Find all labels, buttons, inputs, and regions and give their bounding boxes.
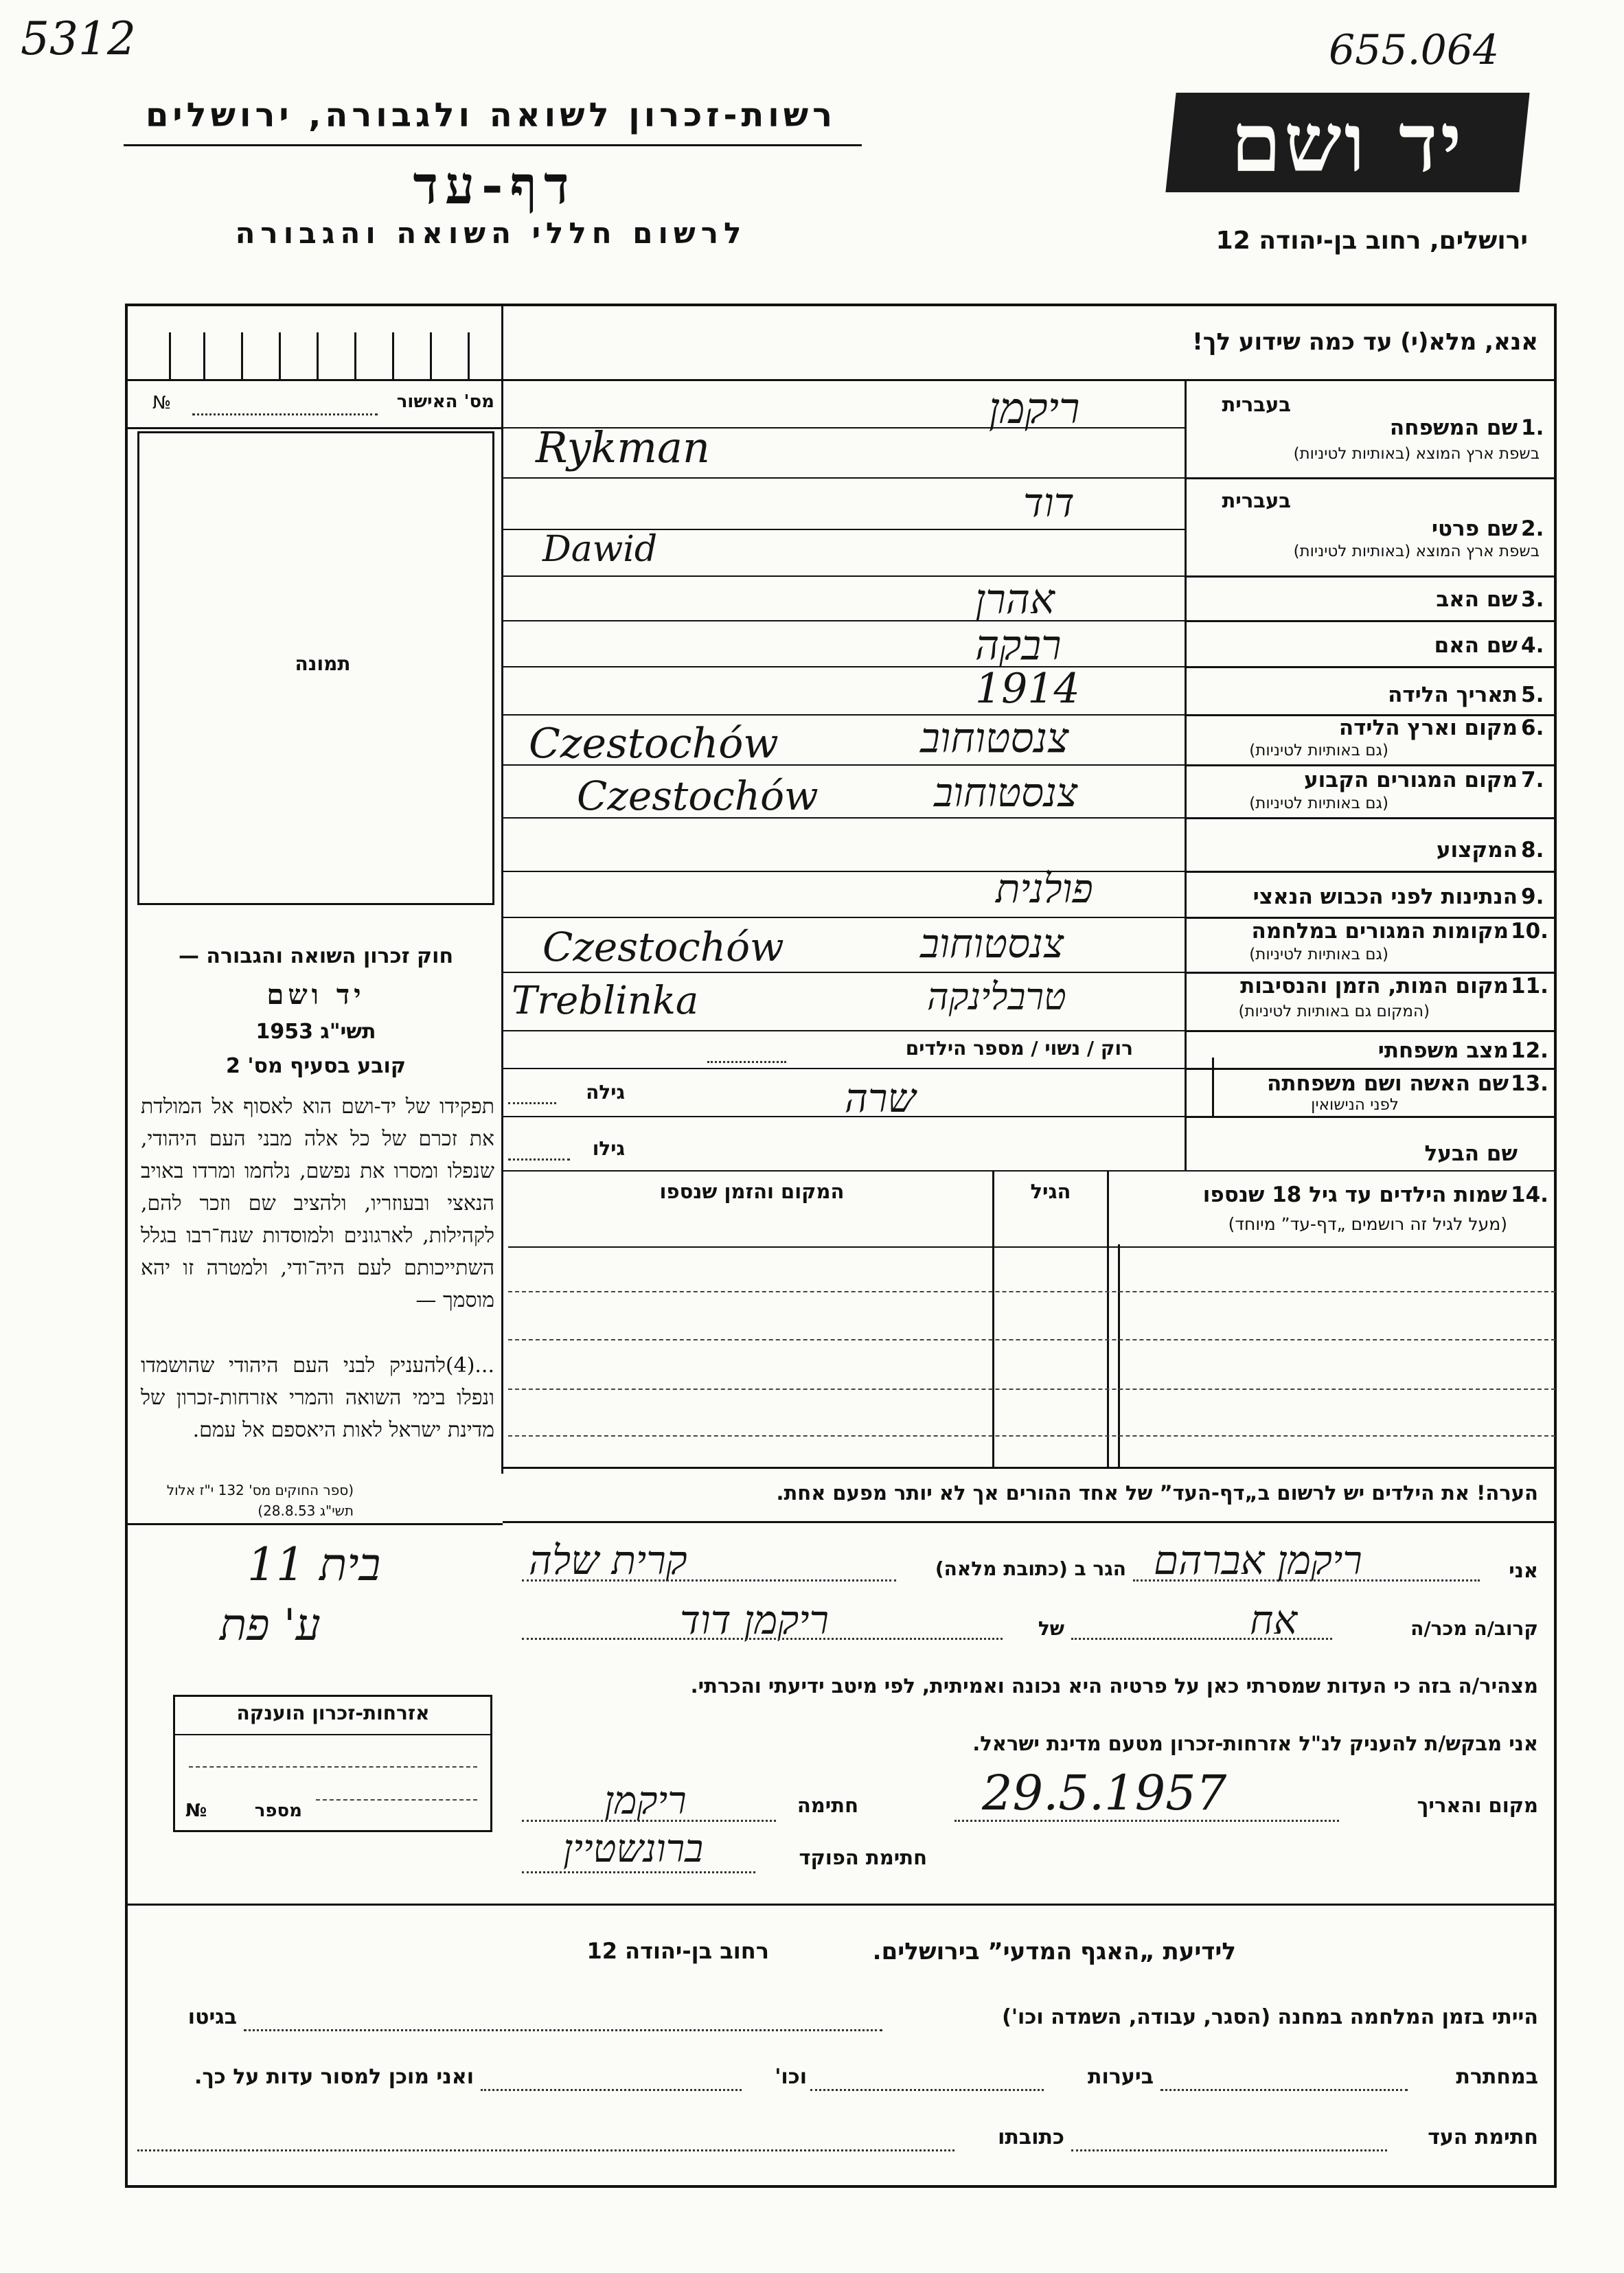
decl-address-field[interactable] (522, 1579, 896, 1581)
decl-signature-field[interactable] (522, 1820, 776, 1822)
field-number-7: 7. (1521, 768, 1544, 792)
approval-label: מס' האישור (396, 391, 494, 412)
law-year: תשי"ג 1953 (255, 1020, 376, 1044)
decl-signature-label: חתימה (797, 1794, 858, 1817)
inner-value-divider (1212, 1058, 1214, 1116)
corner-mark: 5312 (21, 12, 136, 65)
field-number-1: 1. (1521, 415, 1544, 440)
field-sub-death-place: (המקום גם באותיות לטיניות) (1238, 1003, 1430, 1020)
field-label-birth-date: תאריך הלידה (1388, 683, 1518, 707)
value-line-2b (503, 575, 1185, 577)
instruction: אנא, מלא(י) עד כמה שידוע לך! (1192, 328, 1538, 356)
footer-divider (128, 1904, 1555, 1906)
field-label-wife-name: שם האשה ושם משפחתה (1267, 1071, 1509, 1096)
children-row-1 (508, 1246, 1555, 1248)
approval-row-line (128, 427, 503, 429)
row-line-6 (1185, 764, 1555, 766)
law-text: תפקידו של יד-ושם הוא לאסוף אל המולדת את זכרם של כל אלה מבני העם היהודי, שנפלו ומסרו את נפשם, נלחמו ומרדו באויב הנאצי ובעוזריו, ולהציב שם וזכר להם, לקהילות, לארגונים ולמוסדות שנח־רבו בגלל השתייכותם לעם היה־ודי, ולמטרה זו יהא מוסמך — (141, 1095, 494, 1312)
field-label-birth-place: מקום וארץ הלידה (1338, 716, 1518, 740)
decl-ani: אני (1509, 1559, 1538, 1582)
field-number-4: 4. (1521, 633, 1544, 658)
footer-witness-address-field[interactable] (137, 2149, 954, 2151)
form-subtitle: לרשום חללי השואה והגבורה (235, 216, 747, 250)
record-number: 655.064 (1329, 26, 1500, 74)
footer-line2-b: ביערות (1088, 2065, 1154, 2089)
label-column-divider (1185, 379, 1187, 1170)
value-father-name: אהרן (975, 575, 1055, 624)
children-label: שמות הילדים עד גיל 18 שנספו (1202, 1183, 1507, 1207)
decl-of-name-field[interactable] (522, 1638, 1003, 1640)
decl-address: קרית שלה (529, 1537, 687, 1584)
field-sub-first-name: בשפת ארץ המוצא (באותיות לטיניות) (1293, 542, 1540, 560)
law-bottom-line (128, 1523, 503, 1525)
field-label-nationality: הנתינות לפני הכבוש הנאצי (1253, 884, 1518, 909)
value-death-place-latin: Treblinka (512, 979, 699, 1023)
field-label-father-name: שם האב (1436, 587, 1518, 612)
approval-number-field[interactable] (192, 413, 378, 415)
children-age-divider-right (1107, 1172, 1109, 1467)
field-label-husband-name: שם הבעל (1424, 1141, 1518, 1166)
field-lang-1: בעברית (1222, 393, 1291, 416)
field-label-residence: מקום המגורים הקבוע (1304, 768, 1518, 792)
children-inner-divider (1118, 1244, 1120, 1467)
wife-age-label: גילה (586, 1081, 625, 1104)
children-number: 14. (1511, 1183, 1548, 1207)
field-sub-residence: (גם באותיות לטיניות) (1249, 795, 1388, 812)
value-birth-place-latin: Czestochów (529, 720, 779, 768)
logo-text: יד ושם (1231, 95, 1465, 190)
approval-no-symbol: № (152, 393, 172, 413)
left-column-divider (501, 306, 503, 1474)
field-label-first-name: שם פרטי (1431, 516, 1518, 541)
footer-line2-d: ואני מוכן למסור עדות על כך. (194, 2065, 474, 2089)
value-wartime-residence-he: צנסטוחוב (920, 920, 1064, 967)
barcode-boxes (128, 325, 501, 379)
field-number-8: 8. (1521, 838, 1544, 863)
value-first-name-latin: Dawid (542, 529, 658, 570)
husband-age-field[interactable] (508, 1158, 570, 1161)
margin-note-2: ע' פת (220, 1600, 321, 1651)
row-line-7 (1185, 817, 1555, 819)
value-line-husband (503, 1170, 1555, 1172)
footer-line3-a: חתימת העד (1428, 2125, 1538, 2149)
form-title: דף-עד (413, 155, 576, 216)
row-line-12 (1185, 1068, 1555, 1070)
value-residence-latin: Czestochów (577, 773, 819, 819)
value-birth-date: 1914 (975, 665, 1080, 713)
field-label-death-place: מקום המות, הזמן והנסיבות (1240, 974, 1509, 998)
value-line-3 (503, 620, 1185, 621)
footer-line2-c: וכו' (775, 2065, 807, 2089)
field-label-profession: המקצוע (1436, 838, 1518, 863)
note: הערה! את הילדים יש לרשום ב„דף-העד” של אחד ההורים אך לא יותר מפעם אחת. (776, 1481, 1538, 1505)
value-nationality: פולנית (996, 865, 1093, 912)
footer-line1-a: הייתי בזמן המלחמה במחנה (הסגר, עבודה, השמדה וכו') (1002, 2005, 1538, 2029)
marital-options: רוק / נשוי / מספר הילדים (905, 1037, 1133, 1060)
wife-age-field[interactable] (508, 1102, 556, 1104)
value-line-10 (503, 972, 1185, 973)
field-label-wartime-residence: מקומות המגורים במלחמה (1251, 919, 1509, 944)
value-line-13 (503, 1116, 1185, 1117)
row-line-3 (1185, 620, 1555, 622)
footer-line3-b: כתובתו (998, 2125, 1064, 2149)
decl-of: של (1038, 1617, 1064, 1640)
field-label-family-name: שם המשפחה (1389, 415, 1518, 440)
value-mother-name: רבקה (975, 621, 1062, 670)
children-row-5 (508, 1435, 1555, 1437)
margin-note-1: בית 11 (247, 1538, 381, 1591)
decl-statement: מצהיר/ה בזה כי העדות שמסרתי כאן על פרטיה היא נכונה ואמיתית, לפי מיטב ידיעתי והכרתי. (690, 1674, 1538, 1698)
citizenship-title: אזרחות-זכרון הוענקה (236, 1702, 430, 1724)
field-label-mother-name: שם האם (1434, 633, 1518, 658)
row-line-1 (1185, 477, 1555, 479)
row-line-13 (1185, 1116, 1555, 1118)
value-family-name-he: ריקמן (989, 383, 1080, 433)
citizenship-number-label: מספר (254, 1801, 302, 1821)
field-sub-wife-name: לפני הנישואין (1311, 1096, 1399, 1114)
children-sub: (מעל לגיל זה רושמים „דף-עד” מיוחד) (1228, 1214, 1507, 1234)
value-birth-place-he: צנסטוחוב (920, 714, 1069, 762)
law-title: חוק זכרון השואה והגבורה — (178, 944, 454, 968)
decl-request: אני מבקש/ת להעניק לנ"ל אזרחות-זכרון מטעם מדינת ישראל. (972, 1732, 1538, 1755)
value-family-name-latin: Rykman (536, 422, 710, 472)
field-number-9: 9. (1521, 884, 1544, 909)
husband-age-label: גילו (592, 1137, 625, 1160)
row-line-8 (1185, 871, 1555, 873)
field-label-marital-status: מצב משפחתי (1377, 1038, 1509, 1063)
row-line-2 (1185, 575, 1555, 578)
footer-etc-field[interactable] (481, 2089, 742, 2091)
authority-name: רשות-זכרון לשואה ולגבורה, ירושלים (145, 96, 837, 135)
children-col-place: המקום והזמן שנספו (659, 1180, 845, 1203)
value-residence-he: צנסטוחוב (934, 769, 1078, 816)
decl-officer-field[interactable] (522, 1871, 755, 1873)
field-sub-birth-place: (גם באותיות לטיניות) (1249, 742, 1388, 759)
law-clause: קובע בסעיף מס' 2 (226, 1054, 406, 1078)
decl-place-date-label: מקום והאריך (1417, 1794, 1538, 1817)
decl-residing: הגר ב (כתובת מלאה) (935, 1557, 1126, 1580)
field-number-3: 3. (1521, 587, 1544, 612)
footer-camp-field[interactable] (244, 2029, 882, 2031)
footer-forests-field[interactable] (810, 2089, 1044, 2091)
footer-witness-signature-field[interactable] (1071, 2149, 1387, 2151)
value-line-9 (503, 917, 1185, 918)
footer-title: לידיעת „האגף המדעי” בירושלים. (872, 1938, 1236, 1965)
field-number-11: 11. (1511, 974, 1548, 998)
footer-underground-field[interactable] (1160, 2089, 1408, 2091)
value-line-1b (503, 477, 1185, 479)
footer-line1-b: בגיטו (187, 2005, 237, 2029)
value-line-4 (503, 666, 1185, 667)
citizenship-title-line (175, 1734, 491, 1735)
citizenship-line-1 (189, 1766, 477, 1768)
decl-signature: ריקמן (604, 1779, 687, 1823)
children-col-age: הגיל (1030, 1180, 1071, 1203)
field-number-2: 2. (1521, 516, 1544, 541)
field-number-10: 10. (1511, 919, 1548, 944)
value-line-5 (503, 714, 1185, 716)
value-wife-name: שרה (845, 1075, 916, 1121)
field-number-13: 13. (1511, 1071, 1548, 1096)
decl-officer-label: חתימת הפוקד (799, 1846, 927, 1869)
instruction-row-line (128, 379, 1555, 381)
photo-label: תמונה (295, 652, 351, 675)
children-count-field[interactable] (707, 1061, 786, 1063)
law-text-2: ...(4)להעניק לבני העם היהודי שהושמדו ונפלו בימי השואה והמרי אזרחות-זכרון של מדינת ישראל לאות היאספם אל עמם. (141, 1353, 494, 1442)
value-line-11 (503, 1030, 1185, 1031)
law-reference: (ספר החוקים מס' 132 י"ז אלול תשי"ג 28.8.53) (166, 1482, 354, 1519)
row-line-11 (1185, 1030, 1555, 1032)
field-lang-2: בעברית (1222, 489, 1291, 512)
value-death-place-he: טרבלינקה (927, 975, 1066, 1018)
note-bottom-line (503, 1521, 1555, 1523)
decl-place-date-value: 29.5.1957 (982, 1765, 1227, 1821)
law-name: יד ושם (266, 979, 365, 1011)
value-line-12 (503, 1068, 1185, 1069)
decl-place-date-field[interactable] (954, 1820, 1339, 1822)
decl-relation: אח (1250, 1597, 1298, 1643)
field-number-12: 12. (1511, 1038, 1548, 1063)
field-number-6: 6. (1521, 716, 1544, 740)
decl-of-name: ריקמן דוד (680, 1597, 830, 1643)
children-row-2 (508, 1291, 1555, 1292)
field-sub-family-name: בשפת ארץ המוצא (באותיות לטיניות) (1293, 445, 1540, 463)
value-first-name-he: דוד (1023, 479, 1075, 526)
decl-relation-field[interactable] (1071, 1638, 1332, 1640)
decl-declarant-name: ריקמן אברהם (1154, 1537, 1362, 1584)
footer-line2-a: במחתרת (1456, 2065, 1538, 2089)
field-sub-wartime-residence: (גם באותיות לטיניות) (1249, 946, 1388, 963)
children-bottom-line (503, 1467, 1555, 1469)
footer-address: רחוב בן-יהודה 12 (586, 1938, 769, 1964)
citizenship-line-2 (316, 1799, 477, 1801)
value-wartime-residence-latin: Czestochów (542, 924, 784, 970)
row-line-4 (1185, 666, 1555, 668)
address: ירושלים, רחוב בן-יהודה 12 (1215, 227, 1528, 255)
children-row-4 (508, 1389, 1555, 1390)
children-age-divider-left (992, 1172, 994, 1467)
decl-declarant-field[interactable] (1133, 1579, 1480, 1581)
authority-underline (124, 144, 862, 146)
children-row-3 (508, 1339, 1555, 1340)
field-number-5: 5. (1521, 683, 1544, 707)
citizenship-no-symbol: № (185, 1801, 207, 1821)
decl-relative: קרוב/ה מכר/ה (1410, 1617, 1538, 1640)
decl-officer-signature: ברונשטיין (563, 1827, 704, 1871)
yad-vashem-logo (1165, 93, 1529, 192)
